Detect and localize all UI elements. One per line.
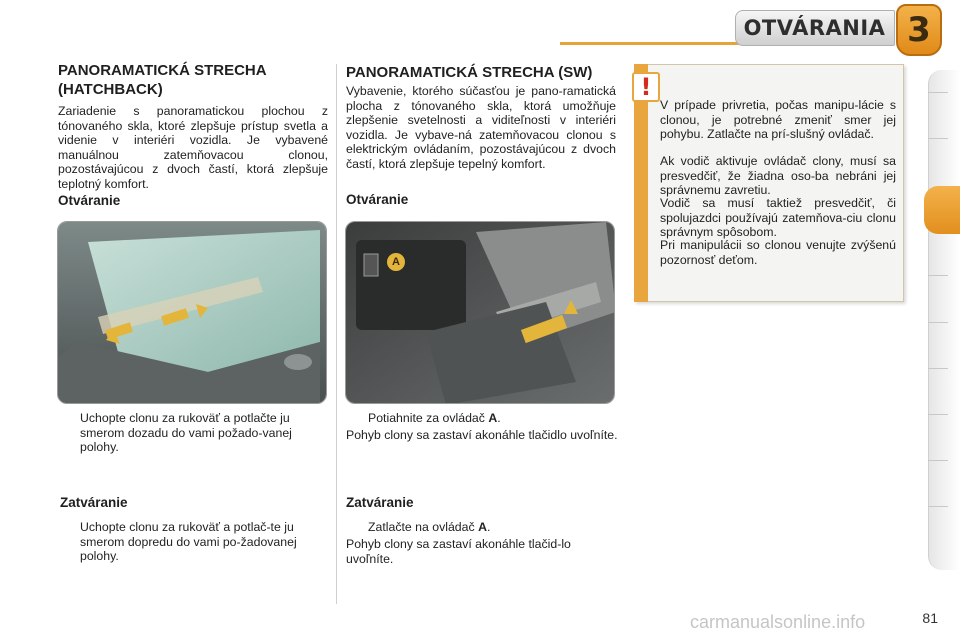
middle-open-note: Pohyb clony sa zastaví akonáhle tlačidlo uvoľníte. bbox=[346, 428, 618, 442]
page-header bbox=[0, 0, 960, 56]
active-chapter-tab[interactable] bbox=[924, 186, 960, 234]
chapter-tab-strip bbox=[928, 70, 960, 570]
left-close-instruction: Uchopte clonu za rukoväť a potlač-te ju smerom dopredu do vami po-žadovanej polohy. bbox=[80, 520, 297, 564]
warning-paragraph-3: Vodič sa musí taktiež presvedčiť, či spolujazdci používajú zatemňova-ciu clonu správnym spôsobom. bbox=[660, 196, 896, 239]
middle-section-heading: PANORAMATICKÁ STRECHA (SW) bbox=[346, 64, 593, 81]
warning-paragraph-4: Pri manipulácii so clonou venujte zvýšenú pozornosť deťom. bbox=[660, 238, 896, 267]
page-number: 81 bbox=[922, 610, 938, 626]
warning-paragraph-1: V prípade privretia, počas manipu-lácie s clonou, je potrebné zmeniť smer jej pohybu. Zatlačte na prí-slušný ovládač. bbox=[660, 98, 896, 141]
tab-divider bbox=[928, 506, 948, 507]
chapter-number: 3 bbox=[907, 10, 931, 50]
middle-close-note: Pohyb clony sa zastaví akonáhle tlačid-lo uvoľníte. bbox=[346, 537, 571, 566]
middle-close-instruction: Zatlačte na ovládač A. bbox=[368, 520, 491, 534]
left-open-instruction: Uchopte clonu za rukoväť a potlačte ju smerom dozadu do vami požado-vanej polohy. bbox=[80, 411, 292, 455]
column-divider bbox=[336, 64, 337, 604]
tab-divider bbox=[928, 414, 948, 415]
watermark: carmanualsonline.info bbox=[690, 612, 866, 632]
sw-control-photo bbox=[345, 221, 615, 404]
tab-divider bbox=[928, 460, 948, 461]
chapter-title: OTVÁRANIA bbox=[743, 16, 886, 40]
tab-divider bbox=[928, 92, 948, 93]
middle-close-heading: Zatváranie bbox=[346, 495, 414, 510]
middle-intro-text: Vybavenie, ktorého súčasťou je pano-ramatická plocha z tónovaného skla, ktorá umožňuje zlepšenie svetelnosti a viditeľnosti v interiéri vozidla. Je vybave-ná zatemňovacou clonou s elektrickým ovládaním, pozostávajúcou z dvoch častí, ktorá zlepšuje tepelný komfort. bbox=[346, 84, 616, 171]
left-intro-text: Zariadenie s panoramatickou plochou z tónovaného skla, ktoré zlepšuje prístup svetla a videnie v interiéri vozidla. Je vybavené manuálnou zatemňovacou clonou, pozostávajúcou z dvoch častí, ktorá zlepšuje teplotný komfort. bbox=[58, 104, 328, 191]
tab-divider bbox=[928, 368, 948, 369]
tab-divider bbox=[928, 138, 948, 139]
left-open-heading: Otváranie bbox=[58, 193, 121, 208]
chapter-badge bbox=[896, 4, 942, 56]
left-section-heading: PANORAMATICKÁ STRECHA (HATCHBACK) bbox=[58, 62, 267, 98]
middle-open-heading: Otváranie bbox=[346, 192, 409, 207]
tab-divider bbox=[928, 322, 948, 323]
left-close-heading: Zatváranie bbox=[60, 495, 128, 510]
exclamation-icon: ! bbox=[632, 72, 660, 102]
photo-callout-label: A bbox=[392, 256, 400, 268]
hatchback-sunroof-photo bbox=[57, 221, 327, 404]
warning-paragraph-2: Ak vodič aktivuje ovládač clony, musí sa presvedčiť, že žiadna oso-ba nebráni jej správnemu zavretiu. bbox=[660, 154, 896, 197]
middle-open-instruction: Potiahnite za ovládač A. bbox=[368, 411, 501, 425]
tab-divider bbox=[928, 275, 948, 276]
